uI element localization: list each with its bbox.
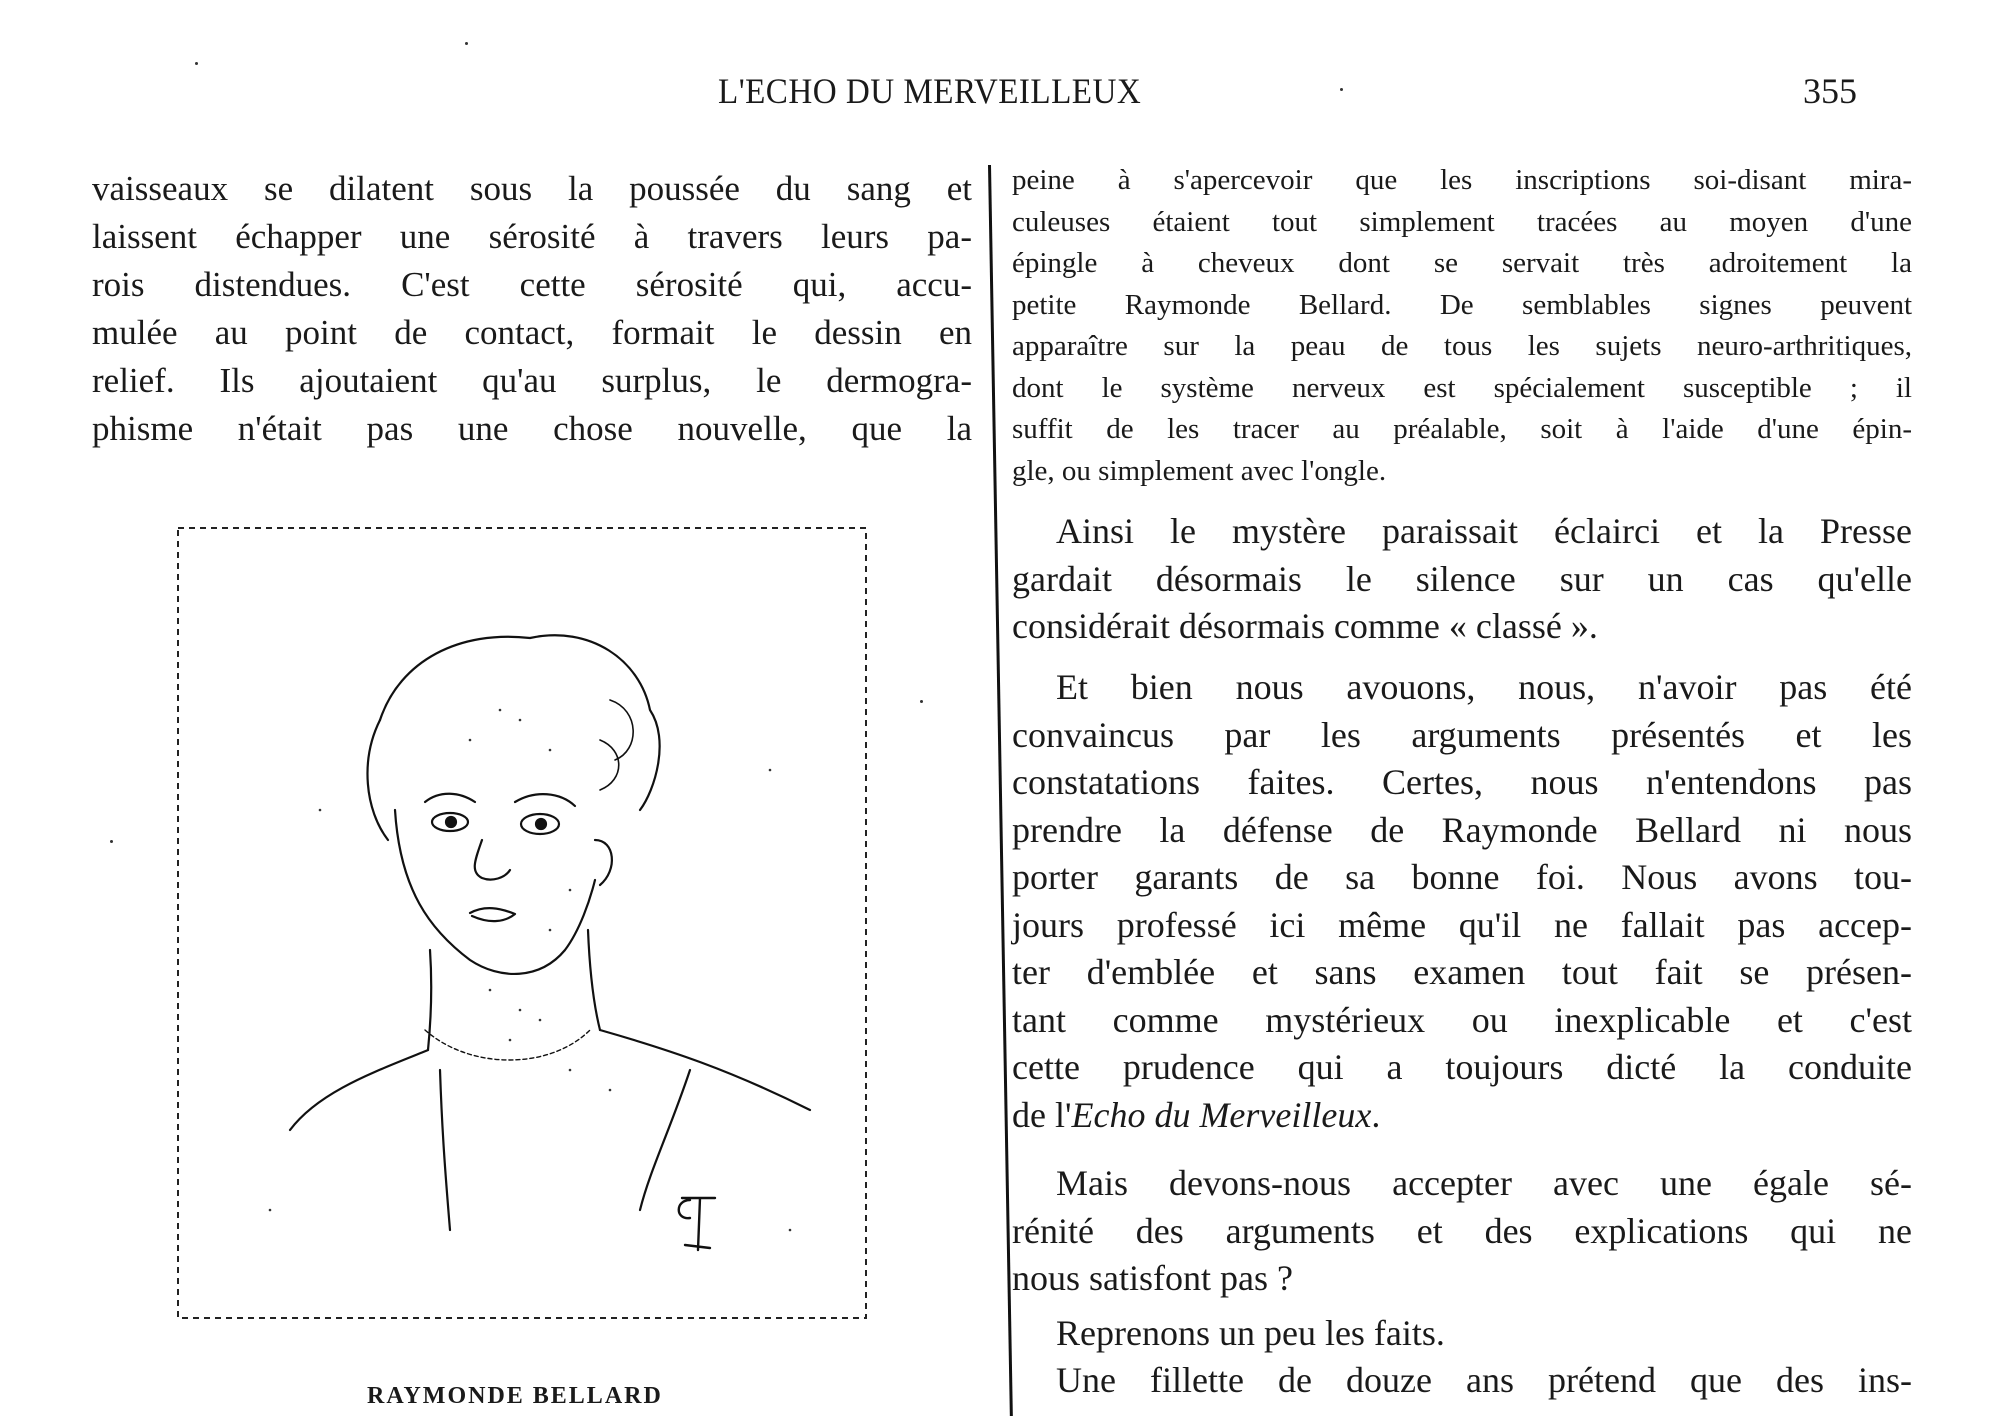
text-line (1012, 1092, 1912, 1140)
left-shoulder (290, 1050, 428, 1130)
page-number: 355 (1803, 71, 1857, 111)
column-divider (988, 165, 1013, 1416)
text-line: relief. Ils ajoutaient qu'au surplus, le dermogra- (92, 361, 972, 400)
right-shoulder (600, 1030, 810, 1110)
text-line: cette prudence qui a toujours dicté la conduite (1012, 1047, 1912, 1087)
text-line: ter d'emblée et sans examen tout fait se présen- (1012, 952, 1912, 992)
paragraph (1012, 1310, 1912, 1358)
text-line: gardait désormais le silence sur un cas qu'elle (1012, 558, 1912, 599)
text-line: tant comme mystérieux ou inexplicable et c'est (1012, 999, 1912, 1040)
text-line: Et bien nous avouons, nous, n'avoir pas été (1056, 667, 1912, 707)
paragraph (1012, 664, 1912, 1139)
figure-frame (178, 528, 866, 1318)
mouth (470, 908, 515, 921)
text-line: phisme n'était pas une chose nouvelle, que la (92, 409, 972, 448)
text-line: convaincus par les arguments présentés et les (1012, 714, 1912, 755)
text-line: laissent échapper une sérosité à travers leurs pa- (92, 217, 972, 256)
engraving-stipple (269, 709, 792, 1232)
text-line: rénité des arguments et des explications qui ne (1012, 1210, 1912, 1251)
text-line: nous satisfont pas ? (1012, 1258, 1293, 1298)
paragraph (1012, 1160, 1912, 1303)
text-line: Mais devons-nous accepter avec une égale sé- (1056, 1163, 1912, 1203)
text-line: porter garants de sa bonne foi. Nous avons tou- (1012, 857, 1912, 897)
small-paragraph (1012, 160, 1912, 492)
nose (475, 840, 510, 880)
text-line: peine à s'apercevoir que les inscriptions soi-disant mira- (1012, 164, 1912, 196)
portrait-figure (170, 510, 880, 1330)
text-line: constatations faites. Certes, nous n'entendons pas (1012, 762, 1912, 802)
right-brow (515, 794, 575, 806)
text-line: prendre la défense de Raymonde Bellard ni nous (1012, 809, 1912, 850)
left-column-text (92, 165, 972, 453)
text-line: Ainsi le mystère paraissait éclairci et la Presse (1056, 511, 1912, 551)
text-line: dont le système nerveux est spécialement susceptible ; il (1012, 371, 1912, 404)
text-line: considérait désormais comme « classé ». (1012, 606, 1598, 646)
face-outline (395, 810, 595, 974)
text-line: apparaître sur la peau de tous les sujets neuro-arthritiques, (1012, 330, 1912, 362)
text-line: suffit de les tracer au préalable, soit à l'aide d'une épin- (1012, 413, 1912, 445)
paragraph (1012, 1357, 1912, 1405)
paper-speck (920, 700, 923, 703)
hair-outline (380, 635, 660, 810)
paper-speck (195, 62, 198, 65)
paragraph (1012, 508, 1912, 651)
text-line: Reprenons un peu les faits. (1056, 1313, 1445, 1353)
left-brow (425, 794, 475, 802)
text-line: gle, ou simplement avec l'ongle. (1012, 454, 1387, 487)
text-line: mulée au point de contact, formait le dessin en (92, 313, 972, 352)
paper-speck (465, 42, 468, 45)
text-line: rois distendues. C'est cette sérosité qui, accu- (92, 265, 972, 304)
text-line: vaisseaux se dilatent sous la poussée du sang et (92, 169, 972, 208)
running-title: L'ECHO DU MERVEILLEUX (718, 71, 1142, 111)
artist-monogram (679, 1198, 715, 1250)
text-line: épingle à cheveux dont se servait très adroitement la (1012, 247, 1912, 279)
portrait-illustration (170, 510, 880, 1330)
text-line: culeuses étaient tout simplement tracées au moyen d'une (1012, 205, 1912, 238)
text-fragment: de l' (1012, 1094, 1072, 1135)
paper-speck (1340, 88, 1343, 91)
hair-left (368, 720, 388, 840)
text-line: jours professé ici même qu'il ne fallait pas accep- (1012, 904, 1912, 945)
text-line: Une fillette de douze ans prétend que des ins- (1056, 1360, 1912, 1400)
paper-speck (110, 840, 113, 843)
jacket-seam (640, 1070, 690, 1210)
ear (595, 840, 612, 885)
text-line: petite Raymonde Bellard. De semblables signes peuvent (1012, 288, 1912, 321)
text-fragment: . (1371, 1094, 1381, 1135)
figure-caption: RAYMONDE BELLARD (367, 1383, 663, 1409)
journal-title: Echo du Merveilleux (1071, 1094, 1372, 1135)
paragraph (92, 165, 972, 453)
